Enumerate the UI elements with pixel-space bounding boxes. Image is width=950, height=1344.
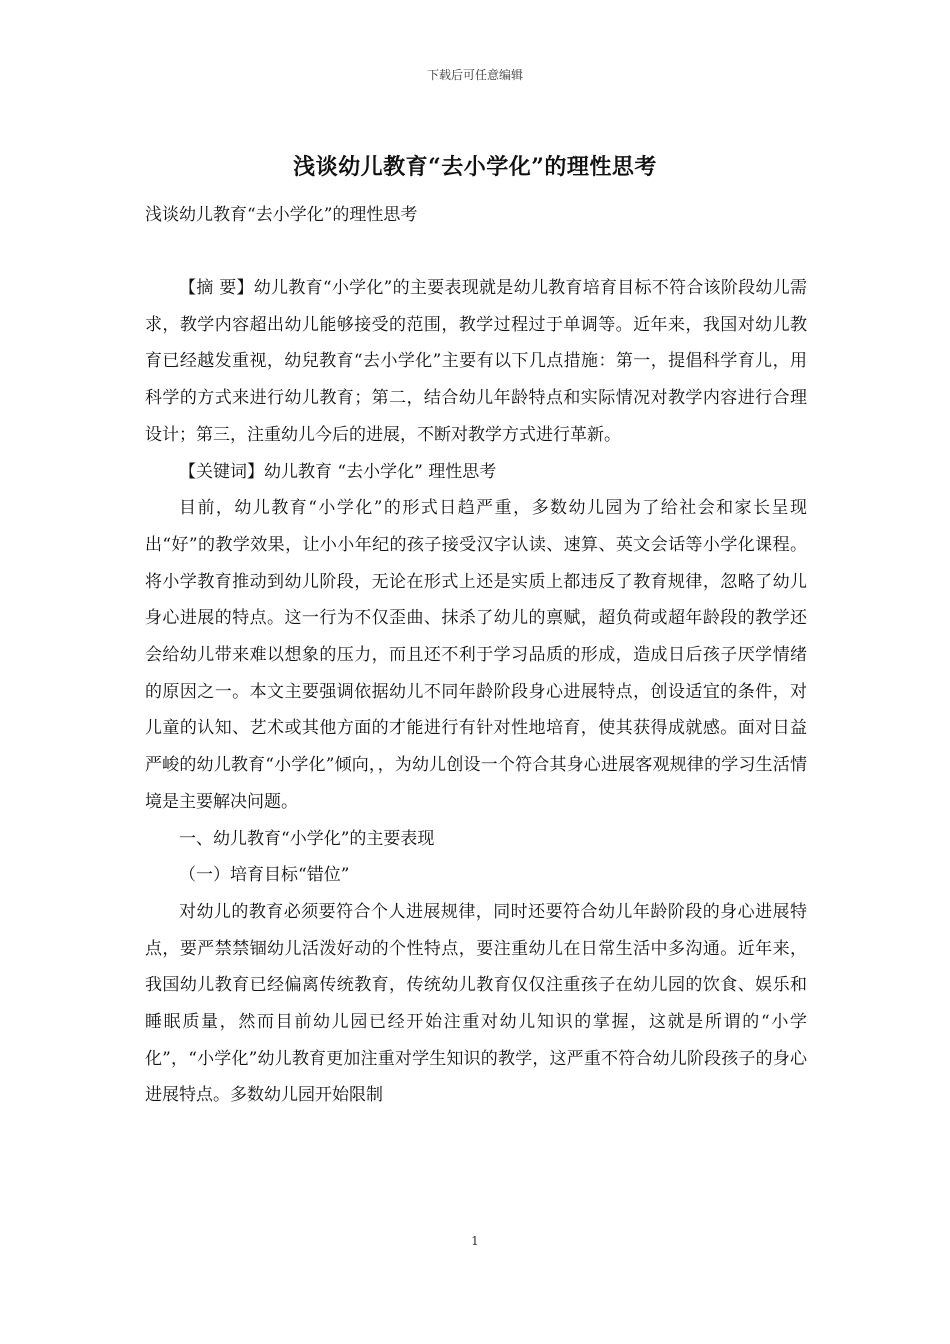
abstract-paragraph: 【摘 要】幼儿教育“小学化”的主要表现就是幼儿教育培育目标不符合该阶段幼儿需求，教学内容超出幼儿能够接受的范围，教学过程过于单调等。近年来，我国对幼儿教育已经越发重视，幼兒教育“去小学化”主要有以下几点措施：第一，提倡科学育儿，用科学的方式来进行幼儿教育；第二，结合幼儿年龄特点和实际情况对教学内容进行合理设计；第三，注重幼儿今后的进展，不断对教学方式进行革新。 <box>145 278 807 445</box>
page-number: 1 <box>471 1234 479 1248</box>
header-note: 下载后可任意编辑 <box>426 68 523 82</box>
document-body <box>145 270 807 1114</box>
body-paragraph: 对幼儿的教育必须要符合个人进展规律，同时还要符合幼儿年龄阶段的身心进展特点，要严禁禁锢幼儿活泼好动的个性特点，要注重幼儿在日常生活中多沟通。近年来，我国幼儿教育已经偏离传统教育，传统幼儿教育仅仅注重孩子在幼儿园的饮食、娱乐和睡眠质量，然而目前幼儿园已经开始注重对幼儿知识的掌握，这就是所谓的“小学化”，“小学化”幼儿教育更加注重对学生知识的教学，这严重不符合幼儿阶段孩子的身心进展特点。多数幼儿园开始限制 <box>145 901 807 1106</box>
document-subtitle: 浅谈幼儿教育“去小学化”的理性思考 <box>145 205 418 225</box>
intro-paragraph: 目前，幼儿教育“小学化”的形式日趋严重，多数幼儿园为了给社会和家长呈现出“好”的教学效果，让小小年纪的孩子接受汉字认读、速算、英文会话等小学化课程。将小学教育推动到幼儿阶段，无论在形式上还是实质上都违反了教育规律，忽略了幼儿身心进展的特点。这一行为不仅歪曲、抹杀了幼儿的禀赋，超负荷或超年龄段的教学还会给幼儿带来难以想象的压力，而且还不利于学习品质的形成，造成日后孩子厌学情绪的原因之一。本文主要强调依据幼儿不同年龄阶段身心进展特点，创设适宜的条件，对儿童的认知、艺术或其他方面的才能进行有针对性地培育，使其获得成就感。面对日益严峻的幼儿教育“小学化”倾向，，为幼儿创设一个符合其身心进展客观规律的学习生活情境是主要解决问题。 <box>145 498 807 812</box>
subsection-heading: （一）培育目标“错位” <box>179 865 350 886</box>
keywords-line: 【关键词】幼儿教育 “去小学化” 理性思考 <box>179 461 497 482</box>
document-title: 浅谈幼儿教育“去小学化”的理性思考 <box>293 154 657 180</box>
section-heading: 一、幼儿教育“小学化”的主要表现 <box>179 828 435 849</box>
